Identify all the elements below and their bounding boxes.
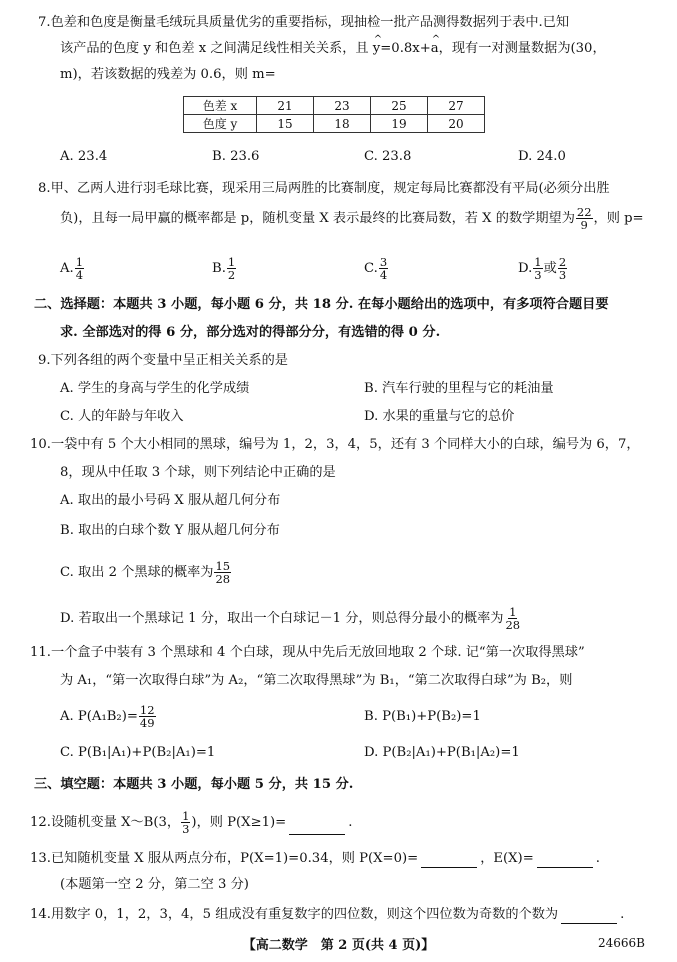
table-header-cell: 色度 y: [184, 115, 257, 133]
q7-line2-b: =0.8x+: [380, 41, 431, 56]
q12-text-c: .: [348, 815, 353, 830]
answer-blank[interactable]: [537, 853, 593, 868]
q8-expect-fraction: [576, 206, 593, 231]
q12-line: [30, 810, 352, 835]
option-text: A. P(A₁B₂)=: [60, 709, 138, 724]
or-text: 或: [543, 261, 557, 276]
q7-option-b: B. 23.6: [212, 149, 260, 164]
table-cell: 27: [428, 97, 485, 115]
option-text: C. 取出 2 个黑球的概率为: [60, 565, 214, 580]
q8-option-d: [518, 256, 568, 281]
fraction-numerator: 22: [576, 205, 592, 219]
table-cell: 18: [314, 115, 371, 133]
q8-line1: 8.甲、乙两人进行羽毛球比赛，现采用三局两胜的比赛制度，规定每局比赛都没有平局(必须分出胜: [38, 181, 610, 196]
q8-line2-b: ，则 p=: [593, 211, 644, 226]
option-label: B.: [212, 261, 226, 276]
q8-option-b: [212, 256, 237, 281]
q14-line: [30, 906, 624, 924]
answer-blank[interactable]: [561, 909, 617, 924]
table-cell: 21: [257, 97, 314, 115]
section3-heading: 三、填空题：本题共 3 小题，每小题 5 分，共 15 分.: [34, 777, 354, 792]
answer-blank[interactable]: [421, 853, 477, 868]
q10-line1: 10.一袋中有 5 个大小相同的黑球，编号为 1，2，3，4，5，还有 3 个同样大小的白球，编号为 6，7，: [30, 437, 640, 452]
q9-stem: 9.下列各组的两个变量中呈正相关关系的是: [38, 353, 288, 368]
q11-option-c: C. P(B₁|A₁)+P(B₂|A₁)=1: [60, 745, 216, 760]
q11-option-a: [60, 704, 157, 729]
table-cell: 20: [428, 115, 485, 133]
q9-option-c: C. 人的年龄与年收入: [60, 409, 184, 424]
q11-line2: 为 A₁，“第一次取得白球”为 A₂，“第二次取得黑球”为 B₁，“第二次取得白球”为 B₂，则: [60, 673, 573, 688]
q10-option-a: A. 取出的最小号码 X 服从超几何分布: [60, 493, 281, 508]
fraction: [379, 256, 388, 281]
q12-text-a: 12.设随机变量 X～B(3，: [30, 815, 181, 830]
fraction-denominator: 3: [534, 268, 542, 282]
table-row: [184, 115, 485, 133]
q13-text-b: ，E(X)=: [480, 851, 534, 866]
q14-text-a: 14.用数字 0，1，2，3，4，5 组成没有重复数字的四位数，则这个四位数为奇数的个数为: [30, 907, 559, 922]
page-footer: 【高二数学 第 2 页(共 4 页)】: [242, 938, 435, 953]
q9-option-b: B. 汽车行驶的里程与它的耗油量: [364, 381, 554, 396]
q10-option-d: [60, 606, 522, 631]
option-text: D. 若取出一个黑球记 1 分，取出一个白球记－1 分，则总得分最小的概率为: [60, 611, 504, 626]
q7-option-c: C. 23.8: [364, 149, 412, 164]
fraction-numerator: 1: [509, 605, 517, 619]
table-header-cell: 色差 x: [184, 97, 257, 115]
fraction-numerator: 12: [139, 703, 155, 717]
q10-line2: 8，现从中任取 3 个球，则下列结论中正确的是: [60, 465, 336, 480]
answer-blank[interactable]: [289, 820, 345, 835]
fraction-denominator: 28: [505, 618, 521, 632]
q7-option-a: A. 23.4: [60, 149, 108, 164]
paper-code: 24666B: [598, 936, 645, 950]
table-cell: 23: [314, 97, 371, 115]
table-cell: 25: [371, 97, 428, 115]
fraction: [139, 704, 156, 729]
fraction: [75, 256, 84, 281]
q7-option-d: D. 24.0: [518, 149, 566, 164]
q13-line: [30, 850, 600, 868]
fraction-numerator: 15: [215, 559, 231, 573]
option-label: C.: [364, 261, 378, 276]
q9-option-d: D. 水果的重量与它的总价: [364, 409, 515, 424]
fraction-denominator: 3: [558, 268, 567, 282]
table-cell: 15: [257, 115, 314, 133]
fraction-denominator: 2: [227, 268, 236, 282]
fraction-denominator: 3: [182, 822, 190, 836]
q7-line2-a: 该产品的色度 y 和色差 x 之间满足线性相关关系，且: [60, 41, 373, 56]
q13-text-c: .: [595, 851, 600, 866]
fraction-numerator: 2: [558, 255, 567, 269]
option-label: A.: [60, 261, 74, 276]
fraction-numerator: 1: [227, 255, 236, 269]
q7-line1: 7.色差和色度是衡量毛绒玩具质量优劣的重要指标，现抽检一批产品测得数据列于表中.已知: [38, 15, 570, 30]
q11-option-d: D. P(B₂|A₁)+P(B₁|A₂)=1: [364, 745, 520, 760]
fraction-denominator: 4: [75, 268, 84, 282]
fraction-denominator: 9: [580, 218, 588, 232]
q12-text-b: )，则 P(X≥1)=: [191, 815, 287, 830]
fraction: [533, 256, 542, 281]
table-cell: 19: [371, 115, 428, 133]
fraction-denominator: 49: [139, 716, 155, 730]
fraction: [214, 560, 231, 585]
fraction: [558, 256, 567, 281]
q7-yhat: ^ y: [373, 40, 380, 58]
q8-line2-a: 负)，且每一局甲赢的概率都是 p，随机变量 X 表示最终的比赛局数，若 X 的数学期望为: [60, 211, 575, 226]
q13-note: (本题第一空 2 分，第二空 3 分): [60, 877, 249, 892]
section2-heading-line1: 二、选择题：本题共 3 小题，每小题 6 分，共 18 分. 在每小题给出的选项中，有多项符合题目要: [34, 297, 609, 312]
q10-option-c: [60, 560, 232, 585]
q11-line1: 11.一个盒子中装有 3 个黑球和 4 个白球，现从中先后无放回地取 2 个球. 记“第一次取得黑球”: [30, 645, 585, 660]
fraction-denominator: 4: [379, 268, 388, 282]
q7-line2-c: ，现有一对测量数据为(30，: [438, 41, 606, 56]
q14-text-c: .: [620, 907, 625, 922]
q8-option-c: [364, 256, 389, 281]
q7-line3: m)，若该数据的残差为 0.6，则 m=: [60, 67, 276, 82]
fraction-numerator: 1: [75, 255, 84, 269]
fraction: [504, 606, 521, 631]
section2-heading-line2: 求. 全部选对的得 6 分，部分选对的得部分分，有选错的得 0 分.: [60, 325, 441, 340]
fraction: [227, 256, 236, 281]
fraction-numerator: 1: [182, 809, 190, 823]
q7-data-table: [183, 96, 485, 133]
q10-option-b: B. 取出的白球个数 Y 服从超几何分布: [60, 523, 280, 538]
q7-ahat: ^ a: [431, 40, 439, 58]
q8-line2: [60, 206, 644, 231]
q8-option-a: [60, 256, 85, 281]
fraction-denominator: 28: [215, 572, 231, 586]
table-row: [184, 97, 485, 115]
q7-line2: [60, 40, 606, 58]
q9-option-a: A. 学生的身高与学生的化学成绩: [60, 381, 250, 396]
fraction-numerator: 3: [379, 255, 388, 269]
fraction-numerator: 1: [534, 255, 542, 269]
q13-text-a: 13.已知随机变量 X 服从两点分布，P(X=1)=0.34，则 P(X=0)=: [30, 851, 419, 866]
option-label: D.: [518, 261, 533, 276]
fraction: [181, 810, 190, 835]
q11-option-b: B. P(B₁)+P(B₂)=1: [364, 709, 481, 724]
